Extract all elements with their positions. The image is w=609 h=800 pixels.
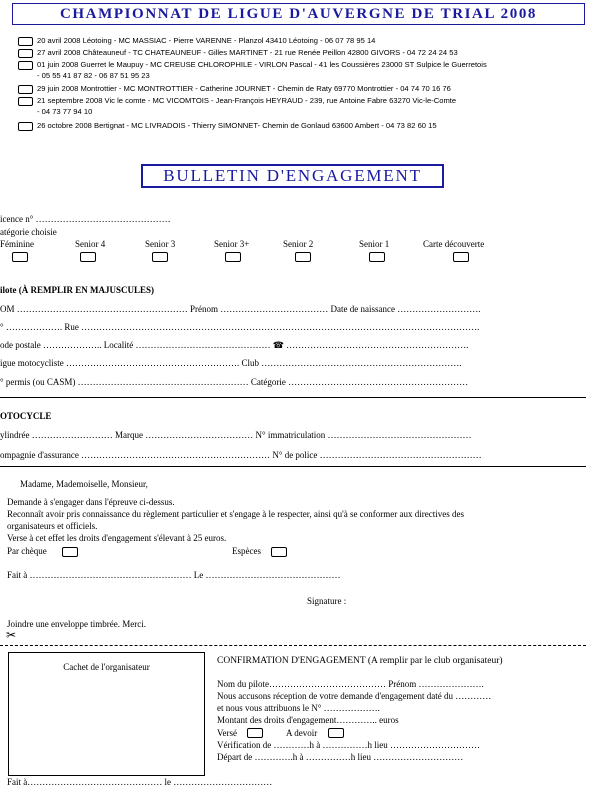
category-senior3plus-checkbox[interactable]	[225, 252, 241, 262]
category-senior2-label: Senior 2	[283, 239, 314, 249]
a-devoir-label: A devoir	[286, 728, 318, 738]
footer-fait-a-field[interactable]: Fait à……………………………………… le ……………………………	[7, 777, 273, 787]
verification-row[interactable]: Vérification de …………h à ……………h lieu …………………………	[217, 740, 480, 750]
verse-label: Versé	[217, 728, 237, 738]
event-checkbox[interactable]	[18, 122, 33, 131]
confirmation-receipt-row[interactable]: Nous accusons réception de votre demande d'engagement daté du …………	[217, 691, 492, 701]
category-senior4-label: Senior 4	[75, 239, 106, 249]
fait-a-field[interactable]: Fait à ……………………………………………… Le ………………………………………	[7, 570, 341, 580]
moto-cylinder-row[interactable]: ylindrée ……………………… Marque ……………………………… N° immatriculation …………………………………………	[0, 430, 472, 440]
pilote-name-row[interactable]: OM ………………………………………………… Prénom ……………………………… Date de naissance ……………………….	[0, 304, 481, 314]
category-senior1-label: Senior 1	[359, 239, 390, 249]
bulletin-title-box	[141, 164, 444, 188]
par-cheque-label: Par chèque	[7, 546, 47, 556]
event-text: 26 octobre 2008 Bertignat - MC LIVRADOIS - Thierry SIMONNET- Chemin de Gonlaud 63600 Ambert - 04 73 82 60 15	[37, 121, 437, 130]
pilote-league-row[interactable]: igue motocycliste …………………………………………………. Club ………………………………………………………….	[0, 358, 462, 368]
category-senior2-checkbox[interactable]	[295, 252, 311, 262]
confirmation-name-row[interactable]: Nom du pilote………………………………… Prénom ………………….	[217, 679, 484, 689]
event-checkbox[interactable]	[18, 85, 33, 94]
event-text-continued: - 05 55 41 87 82 - 06 87 51 95 23	[37, 71, 150, 80]
scissors-icon: ✂	[6, 628, 17, 642]
organizer-stamp-label: Cachet de l'organisateur	[63, 662, 150, 672]
category-senior4-checkbox[interactable]	[80, 252, 96, 262]
event-text: 29 juin 2008 Montrottier - MC MONTROTTIER - Catherine JOURNET - Chemin de Raty 69770 Montrottier - 04 74 70 16 76	[37, 84, 451, 93]
organizer-stamp-box	[8, 652, 205, 776]
confirmation-title: CONFIRMATION D'ENGAGEMENT (A remplir par le club organisateur)	[217, 656, 503, 666]
category-feminine-checkbox[interactable]	[12, 252, 28, 262]
a-devoir-checkbox[interactable]	[328, 728, 344, 738]
section-divider	[0, 466, 586, 467]
category-senior3-checkbox[interactable]	[152, 252, 168, 262]
bulletin-title: BULLETIN D'ENGAGEMENT	[163, 166, 422, 185]
category-decouverte-label: Carte découverte	[423, 239, 485, 249]
event-text: 21 septembre 2008 Vic le comte - MC VICOMTOIS - Jean-François HEYRAUD - 239, rue Antoine Fabre 63270 Vic-le-Comte	[37, 96, 457, 105]
championship-title-box	[12, 3, 585, 25]
event-text-continued: - 04 73 77 94 10	[37, 107, 93, 116]
category-senior3-label: Senior 3	[145, 239, 176, 249]
pilote-postal-row[interactable]: ode postale ……………….. Localité ……………………………………… ☎ …………………………………………………….	[0, 340, 469, 350]
category-decouverte-checkbox[interactable]	[453, 252, 469, 262]
salutation: Madame, Mademoiselle, Monsieur,	[20, 479, 148, 489]
event-checkbox[interactable]	[18, 37, 33, 46]
event-checkbox[interactable]	[18, 49, 33, 58]
licence-field[interactable]: icence n° ………………………………………	[0, 214, 171, 224]
category-feminine-label: Féminine	[0, 239, 34, 249]
especes-label: Espèces	[232, 546, 261, 556]
championship-title: CHAMPIONNAT DE LIGUE D'AUVERGNE DE TRIAL 2008	[59, 5, 538, 22]
par-cheque-checkbox[interactable]	[62, 547, 78, 557]
letter-line: Demande à s'engager dans l'épreuve ci-dessus.	[7, 497, 175, 507]
category-senior3plus-label: Senior 3+	[214, 239, 250, 249]
signature-label: Signature :	[307, 596, 347, 606]
event-checkbox[interactable]	[18, 97, 33, 106]
pilote-address-row[interactable]: ° ………………. Rue …………………………………………………………………………………………………………………….	[0, 322, 480, 332]
verse-checkbox[interactable]	[247, 728, 263, 738]
category-senior1-checkbox[interactable]	[369, 252, 385, 262]
event-text: 20 avril 2008 Léotoing - MC MASSIAC - Pierre VARENNE - Planzol 43410 Léotoing - 06 07 78 95 14	[37, 36, 376, 45]
moto-heading: OTOCYCLE	[0, 411, 52, 421]
moto-insurance-row[interactable]: ompagnie d'assurance ……………………………………………………… N° de police ………………………………………………	[0, 450, 482, 460]
section-divider	[0, 397, 586, 398]
enveloppe-note: Joindre une enveloppe timbrée. Merci.	[7, 619, 146, 629]
letter-line: Verse à cet effet les droits d'engagement s'élevant à 25 euros.	[7, 533, 227, 543]
confirmation-amount-row[interactable]: Montant des droits d'engagement………….. euros	[217, 715, 399, 725]
category-label: atégorie choisie	[0, 227, 57, 237]
depart-row[interactable]: Départ de ………….h à ……………h lieu …………………………	[217, 752, 464, 762]
letter-line: organisateurs et officiels.	[7, 521, 98, 531]
pilote-permit-row[interactable]: ° permis (ou CASM) ………………………………………………… Catégorie ……………………………………………………	[0, 377, 469, 387]
confirmation-number-row[interactable]: et nous vous attribuons le N° ……………….	[217, 703, 380, 713]
event-text: 01 juin 2008 Guerret le Maupuy - MC CREUSE CHLOROPHILE - VIRLON Pascal - 41 les Coussières 23000 ST Sulpice le Guerretois	[37, 60, 487, 69]
event-text: 27 avril 2008 Châteauneuf - TC CHATEAUNEUF - Gilles MARTINET - 21 rue Renée Peillon 42800 GIVORS - 04 72 24 24 53	[37, 48, 458, 57]
cut-line	[0, 645, 586, 646]
letter-line: Reconnaît avoir pris connaissance du règlement particulier et s'engage à le respecter, ainsi qu'à se conformer aux directives des	[7, 509, 464, 519]
especes-checkbox[interactable]	[271, 547, 287, 557]
pilote-heading: ilote (À REMPLIR EN MAJUSCULES)	[0, 285, 154, 295]
event-checkbox[interactable]	[18, 61, 33, 70]
